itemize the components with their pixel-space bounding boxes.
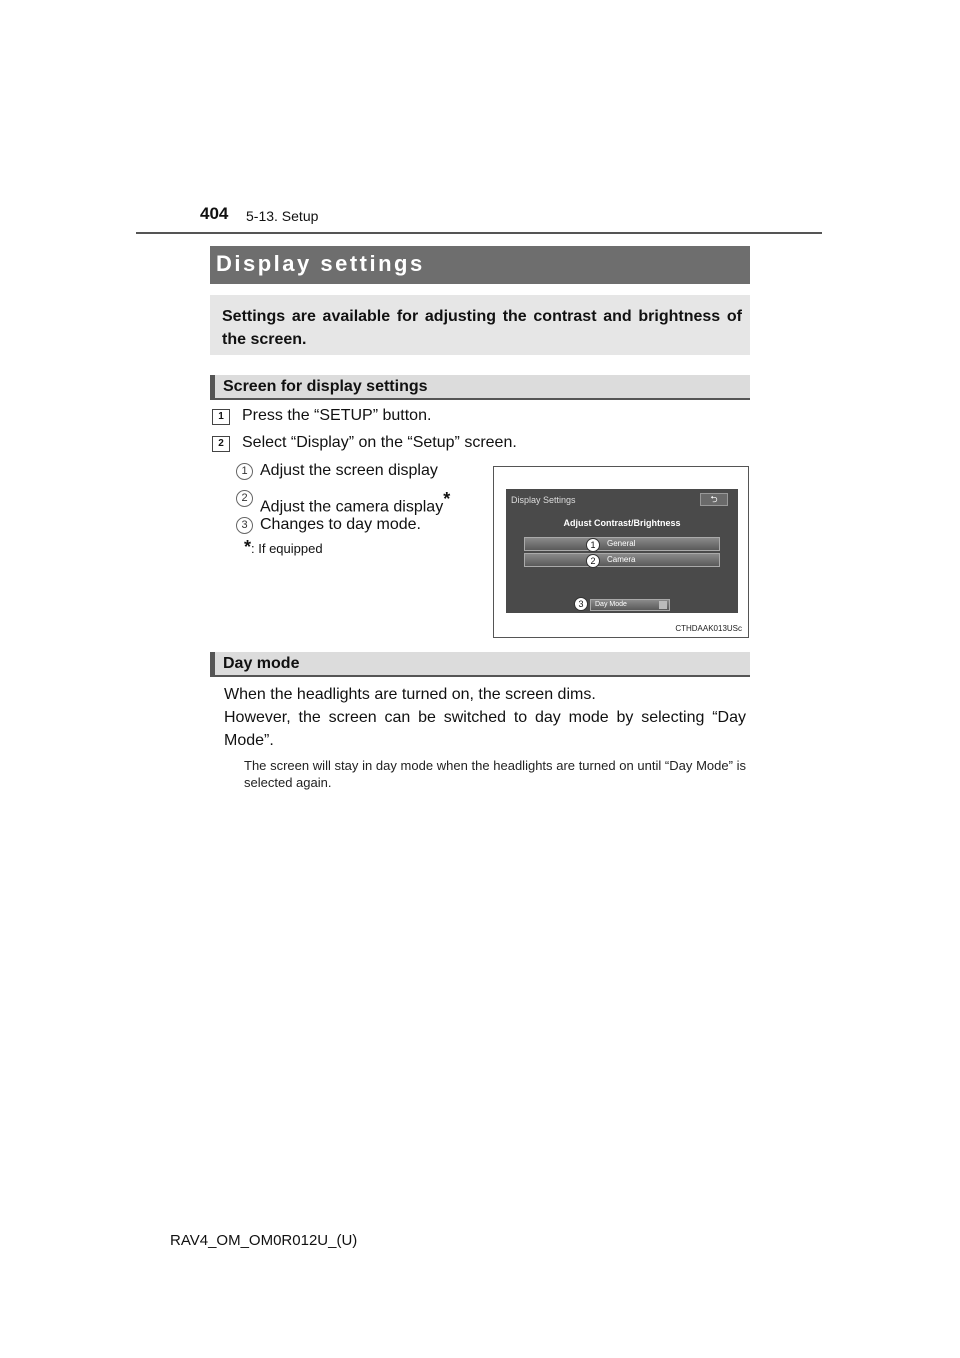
subheading-screen: [210, 375, 750, 400]
section-label: 5-13. Setup: [246, 208, 319, 224]
general-button-label: General: [607, 539, 636, 548]
figure-code: CTHDAAK013USc: [675, 624, 742, 633]
page-title-bar: [210, 246, 750, 284]
callout-3: 3: [574, 597, 588, 611]
step-text-1: Press the “SETUP” button.: [242, 407, 432, 424]
screen-title: Display Settings: [511, 495, 576, 505]
step-badge-1: 1: [212, 409, 230, 425]
display-settings-figure: [493, 466, 749, 638]
item-text-2: [260, 489, 450, 516]
equipped-asterisk: *: [443, 489, 451, 509]
header-rule: [136, 232, 822, 234]
footnote-star: *: [244, 537, 252, 557]
camera-button-label: Camera: [607, 555, 636, 564]
display-settings-screen: [506, 489, 738, 613]
item-text-3: Changes to day mode.: [260, 516, 421, 533]
item-text-1: Adjust the screen display: [260, 462, 438, 479]
day-mode-label: Day Mode: [595, 601, 627, 608]
step-text-2: Select “Display” on the “Setup” screen.: [242, 434, 517, 451]
general-button: [524, 537, 720, 551]
subheading-day-mode: [210, 652, 750, 677]
day-mode-text-2: However, the screen can be switched to day mode by selecting “Day Mode”.: [224, 709, 746, 749]
callout-1: 1: [586, 538, 600, 552]
document-id: RAV4_OM_OM0R012U_(U): [170, 1232, 358, 1249]
footnote: [244, 537, 323, 562]
intro-box: [210, 295, 750, 355]
footnote-text: : If equipped: [251, 541, 323, 556]
day-mode-button: [590, 599, 670, 611]
day-mode-indicator: [659, 601, 667, 609]
page-title: Display settings: [216, 251, 425, 276]
subheading-screen-label: Screen for display settings: [223, 378, 428, 395]
item-text-2-label: Adjust the camera display: [260, 498, 444, 516]
intro-text: Settings are available for adjusting the contrast and brightness of the screen.: [222, 308, 742, 348]
screen-heading: Adjust Contrast/Brightness: [563, 518, 681, 528]
camera-button: [524, 553, 720, 567]
callout-2: 2: [586, 554, 600, 568]
item-number-3: 3: [236, 517, 253, 534]
subheading-day-mode-label: Day mode: [223, 655, 300, 672]
page-number: 404: [200, 204, 229, 223]
step-badge-2: 2: [212, 436, 230, 452]
item-number-2: 2: [236, 490, 253, 507]
back-arrow-icon: ⮌: [700, 493, 728, 506]
day-mode-text-1: When the headlights are turned on, the screen dims.: [224, 686, 596, 703]
item-number-1: 1: [236, 463, 253, 480]
day-mode-note: The screen will stay in day mode when the headlights are turned on until “Day Mode” is selected again.: [244, 758, 746, 790]
